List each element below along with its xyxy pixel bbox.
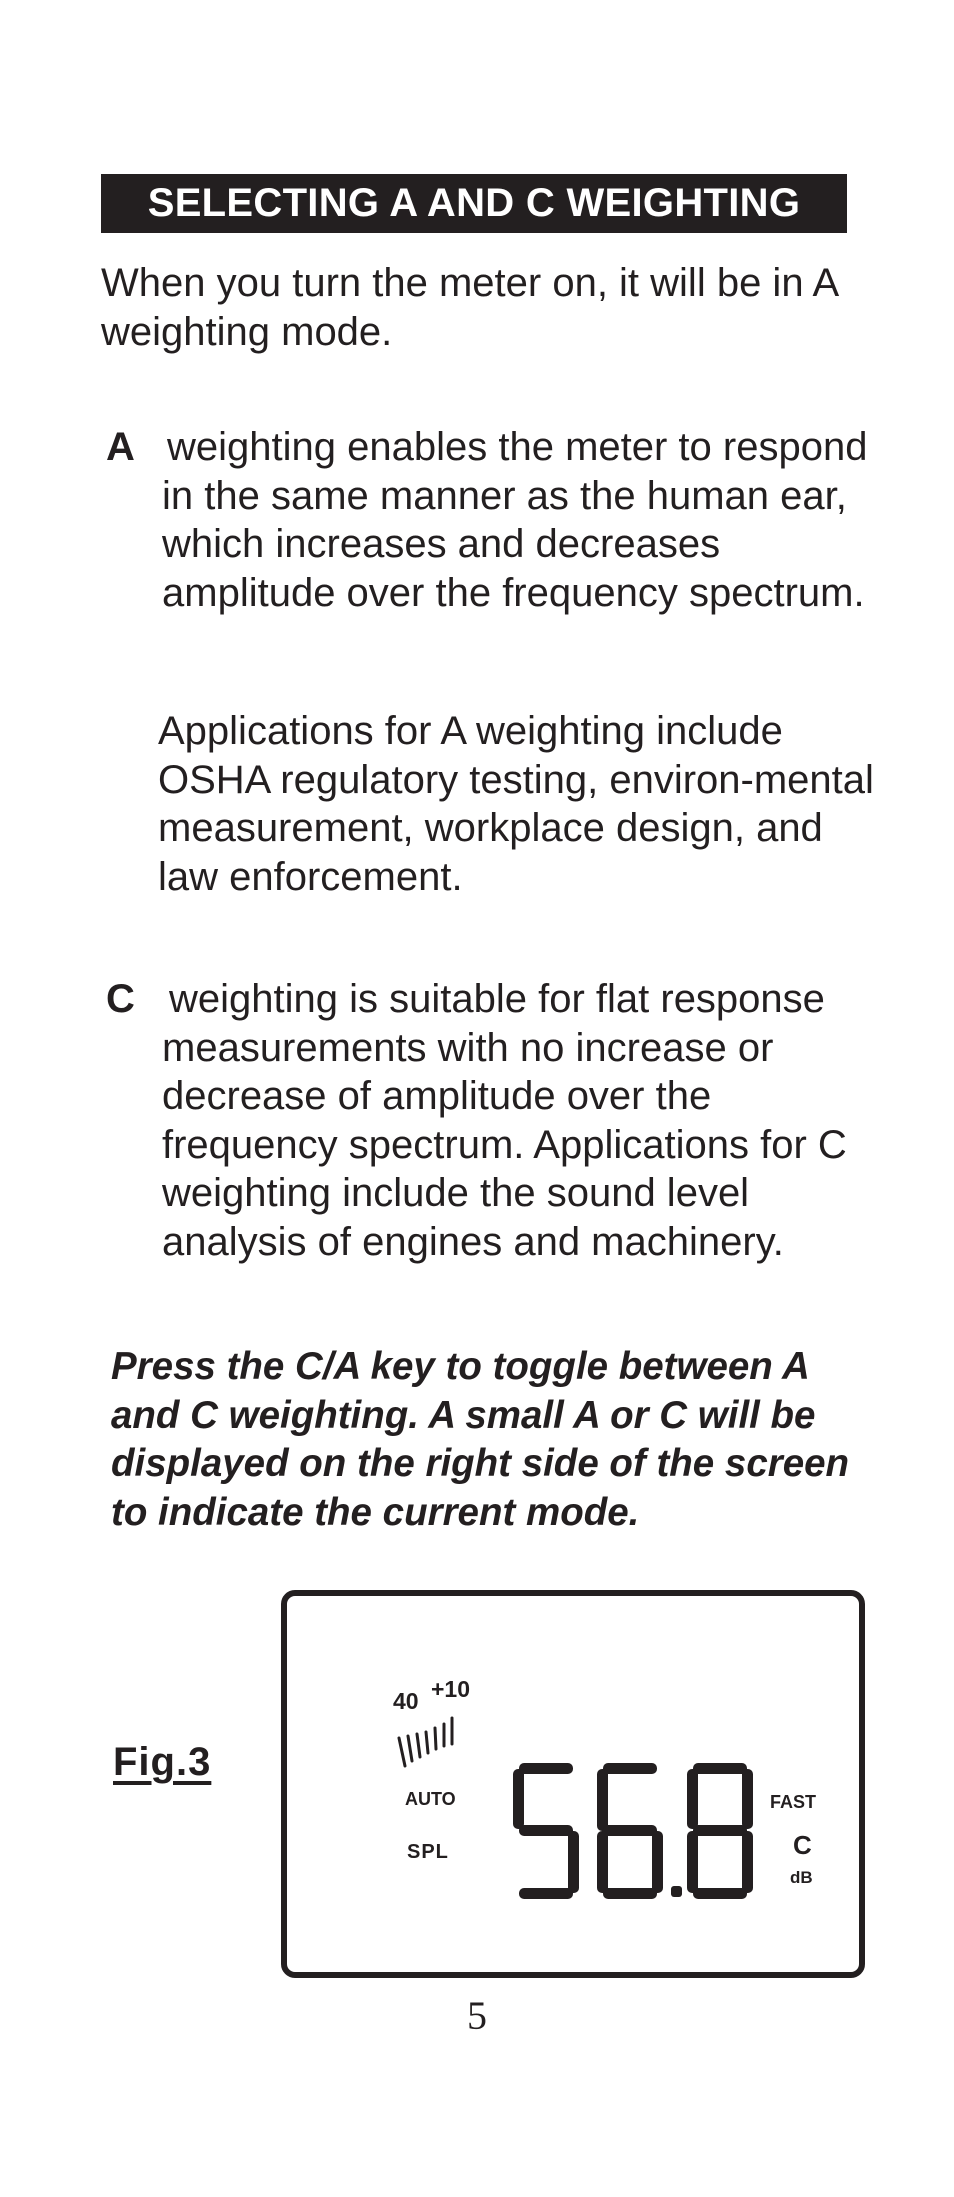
bargraph-ticks-icon (397, 1714, 467, 1770)
weighting-indicator: C (793, 1830, 812, 1860)
c-weighting-description-text: weighting is suitable for flat response measurements with no increase or decrease of amplitude over the frequency spectrum. Applications for C weighting include the sound level analysis of engines and machinery. (162, 977, 847, 1264)
fast-response-indicator: FAST (770, 1792, 817, 1812)
auto-range-indicator: AUTO (405, 1789, 456, 1809)
section-heading: SELECTING A AND C WEIGHTING (101, 174, 847, 233)
bargraph-low-label: 40 (393, 1688, 419, 1714)
c-weighting-description (162, 975, 882, 1266)
toggle-instruction: Press the C/A key to toggle between A and C weighting. A small A or C will be displayed on the right side of the screen to indicate the current mode. (111, 1345, 850, 1534)
spl-indicator: SPL (407, 1841, 449, 1863)
page-number: 5 (467, 1993, 487, 2038)
figure-label: Fig.3 (113, 1740, 212, 1784)
unit-indicator: dB (790, 1868, 813, 1887)
bargraph-high-label: +10 (431, 1676, 471, 1702)
c-weighting-letter: C (106, 977, 135, 1021)
reading-digits (509, 1761, 759, 1911)
lcd-display-illustration (281, 1590, 865, 1978)
a-weighting-description-text: weighting enables the meter to respond in the same manner as the human ear, which increases and decreases amplitude over the frequency spectrum. (162, 425, 868, 615)
a-weighting-letter: A (106, 425, 135, 469)
a-weighting-description (162, 423, 882, 617)
intro-paragraph: When you turn the meter on, it will be in A weighting mode. (101, 261, 837, 354)
a-weighting-applications: Applications for A weighting include OSHA regulatory testing, environ-mental measurement, workplace design, and law enforcement. (158, 709, 874, 899)
